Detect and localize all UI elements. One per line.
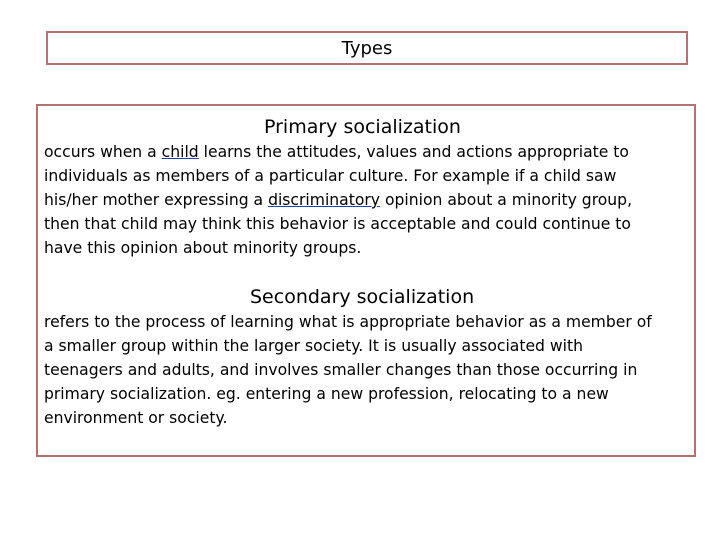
paragraph-line: then that child may think this behavior is acceptable and could continue to: [44, 215, 631, 233]
paragraph-line: teenagers and adults, and involves smaller changes than those occurring in: [44, 361, 638, 379]
paragraph-line: have this opinion about minority groups.: [44, 239, 362, 257]
title-box: [46, 31, 688, 65]
line-text: his/her mother expressing a: [44, 191, 269, 209]
paragraph-line: [44, 140, 692, 164]
discriminatory-link[interactable]: discriminatory: [268, 191, 381, 209]
child-link[interactable]: child: [161, 143, 199, 161]
primary-paragraph: [44, 140, 692, 260]
line-text: occurs when a: [44, 143, 162, 161]
paragraph-line: refers to the process of learning what is appropriate behavior as a member of: [44, 313, 652, 331]
content-box: [36, 104, 696, 457]
paragraph-line: environment or society.: [44, 409, 228, 427]
line-text: opinion about a minority group,: [380, 191, 633, 209]
secondary-heading: Secondary socialization: [250, 286, 475, 308]
line-text: learns the attitudes, values and actions appropriate to: [198, 143, 629, 161]
paragraph-line: primary socialization. eg. entering a new profession, relocating to a new: [44, 385, 609, 403]
slide-title: Types: [341, 38, 393, 59]
paragraph-line: [44, 188, 692, 212]
paragraph-line: a smaller group within the larger society. It is usually associated with: [44, 337, 583, 355]
secondary-paragraph: [44, 310, 692, 430]
primary-heading: Primary socialization: [264, 116, 461, 138]
paragraph-line: individuals as members of a particular culture. For example if a child saw: [44, 167, 617, 185]
